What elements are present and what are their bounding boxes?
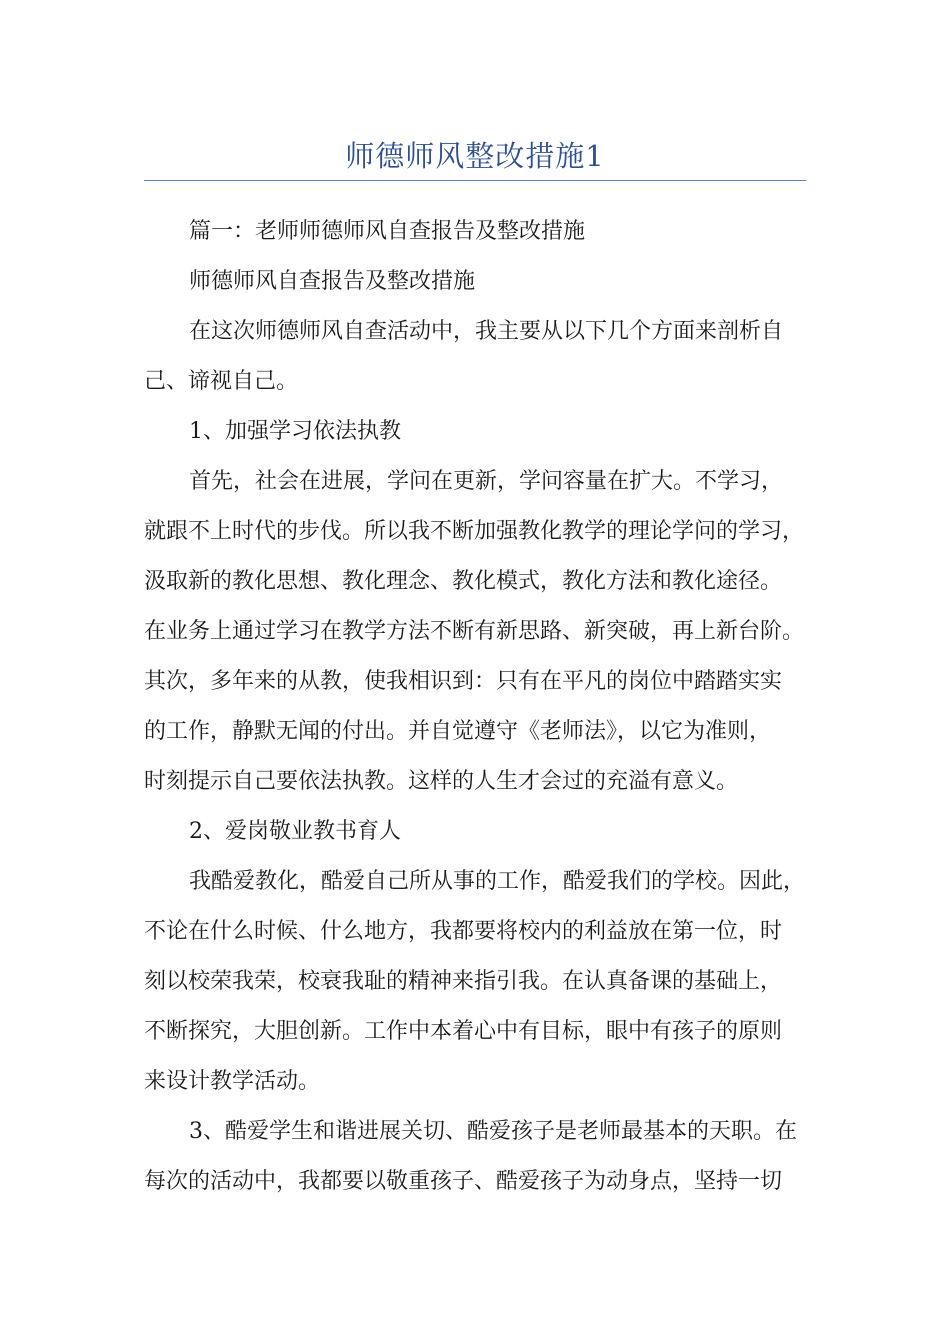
text-line-19: 3、酷爱学生和谐进展关切、酷爱孩子是老师最基本的天职。在 [189, 1119, 797, 1144]
text-line-6: 首先，社会在进展，学问在更新，学问容量在扩大。不学习， [189, 469, 784, 494]
text-line-2: 师德师风自查报告及整改措施 [189, 269, 476, 294]
text-line-10: 其次，多年来的从教，使我相识到：只有在平凡的岗位中踏踏实实 [144, 669, 783, 694]
text-line-4: 己、谛视自己。 [144, 369, 299, 394]
text-line-13: 2、爱岗敬业教书育人 [189, 819, 401, 844]
text-line-16: 刻以校荣我荣，校衰我耻的精神来指引我。在认真备课的基础上， [144, 969, 783, 994]
document-title: 师德师风整改措施1 [345, 139, 605, 173]
title-underline [144, 180, 806, 181]
text-line-7: 就跟不上时代的步伐。所以我不断加强教化教学的理论学问的学习， [144, 519, 805, 544]
text-line-11: 的工作，静默无闻的付出。并自觉遵守《老师法》，以它为准则， [144, 719, 772, 744]
text-line-8: 汲取新的教化思想、教化理念、教化模式，教化方法和教化途径。 [144, 569, 783, 594]
text-line-17: 不断探究，大胆创新。工作中本着心中有目标，眼中有孩子的原则 [144, 1019, 783, 1044]
text-line-3: 在这次师德师风自查活动中，我主要从以下几个方面来剖析自 [189, 319, 784, 344]
text-line-14: 我酷爱教化，酷爱自己所从事的工作，酷爱我们的学校。因此， [189, 869, 806, 894]
text-line-20: 每次的活动中，我都要以敬重孩子、酷爱孩子为动身点，坚持一切 [144, 1169, 783, 1194]
text-line-5: 1、加强学习依法执教 [189, 419, 401, 444]
text-line-12: 时刻提示自己要依法执教。这样的人生才会过的充溢有意义。 [144, 769, 739, 794]
text-line-1: 篇一：老师师德师风自查报告及整改措施 [189, 219, 586, 244]
text-line-18: 来设计教学活动。 [144, 1069, 321, 1094]
text-line-9: 在业务上通过学习在教学方法不断有新思路、新突破，再上新台阶。 [144, 619, 805, 644]
text-line-15: 不论在什么时候、什么地方，我都要将校内的利益放在第一位，时 [144, 919, 783, 944]
